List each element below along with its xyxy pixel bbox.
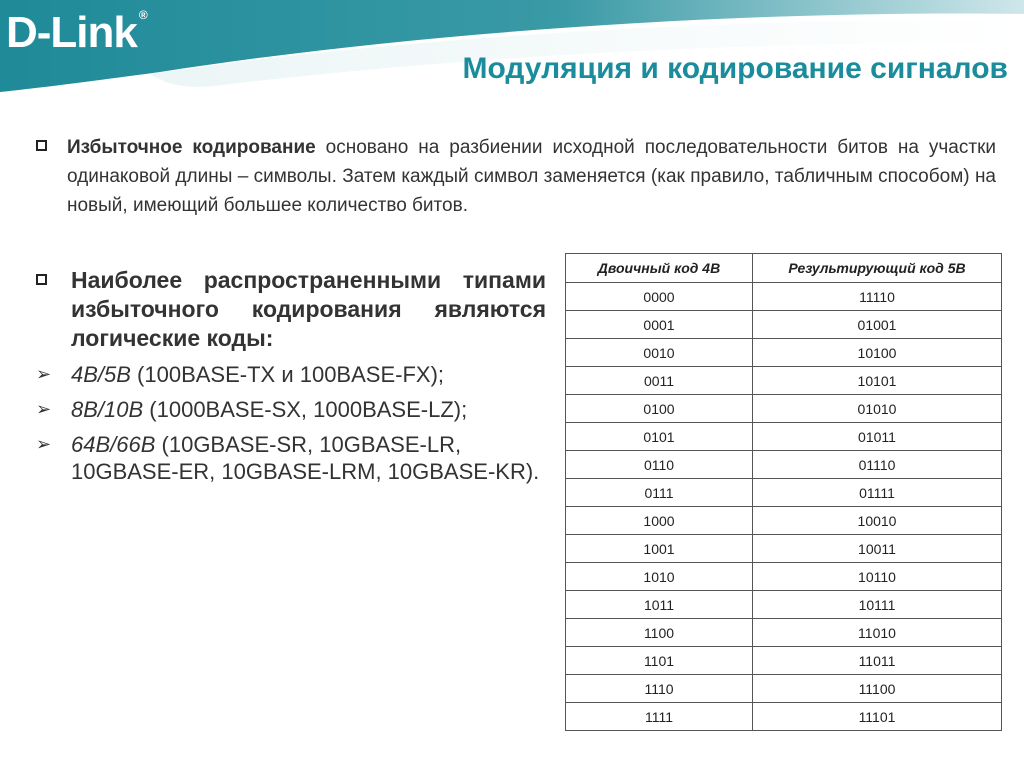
table-row — [566, 675, 1002, 703]
code-standards: (100BASE-TX и 100BASE-FX); — [130, 362, 445, 387]
cell-4b-code: 1010 — [566, 563, 753, 591]
paragraph-common-types-text: Наиболее распространенными типами избыточного кодирования являются логические коды: — [71, 267, 546, 351]
cell-5b-code: 10110 — [753, 563, 1002, 591]
cell-5b-code: 11110 — [753, 283, 1002, 311]
cell-5b-code: 10100 — [753, 339, 1002, 367]
checkbox-bullet-icon — [36, 274, 47, 285]
cell-4b-code: 1111 — [566, 703, 753, 731]
cell-5b-code: 10011 — [753, 535, 1002, 563]
cell-5b-code: 11010 — [753, 619, 1002, 647]
paragraph-common-types — [36, 266, 546, 353]
cell-4b-code: 1000 — [566, 507, 753, 535]
term-bold: Избыточное кодирование — [67, 137, 316, 158]
table-row — [566, 283, 1002, 311]
cell-5b-code: 01110 — [753, 451, 1002, 479]
cell-4b-code: 0111 — [566, 479, 753, 507]
cell-5b-code: 10101 — [753, 367, 1002, 395]
checkbox-bullet-icon — [36, 140, 47, 151]
cell-5b-code: 11100 — [753, 675, 1002, 703]
table-row — [566, 619, 1002, 647]
table-header-row — [566, 254, 1002, 283]
paragraph-rest: основано на разбиении исходной последовательности битов на участки одинаковой длины – символы. Затем каждый символ заменяется (как правило, табличным способом) на новый, имеющий большее количество битов. — [67, 137, 996, 216]
arrow-bullet-icon: ➢ — [36, 364, 52, 384]
paragraph-text — [67, 133, 996, 220]
cell-4b-code: 1011 — [566, 591, 753, 619]
table-row — [566, 367, 1002, 395]
cell-5b-code: 01011 — [753, 423, 1002, 451]
slide-title: Модуляция и кодирование сигналов — [462, 52, 1008, 85]
cell-5b-code: 10111 — [753, 591, 1002, 619]
table-row — [566, 591, 1002, 619]
cell-5b-code: 01010 — [753, 395, 1002, 423]
arrow-bullet-icon: ➢ — [36, 399, 52, 419]
cell-4b-code: 0011 — [566, 367, 753, 395]
table-row — [566, 507, 1002, 535]
code-standards: (1000BASE-SX, 1000BASE-LZ); — [143, 397, 468, 422]
cell-4b-code: 1100 — [566, 619, 753, 647]
cell-4b-code: 1001 — [566, 535, 753, 563]
cell-4b-code: 0101 — [566, 423, 753, 451]
table-row — [566, 395, 1002, 423]
cell-5b-code: 10010 — [753, 507, 1002, 535]
table-row — [566, 451, 1002, 479]
cell-4b-code: 0010 — [566, 339, 753, 367]
cell-4b-code: 1101 — [566, 647, 753, 675]
cell-4b-code: 1110 — [566, 675, 753, 703]
cell-4b-code: 0000 — [566, 283, 753, 311]
code-name: 64B/66B — [71, 432, 156, 457]
cell-4b-code: 0001 — [566, 311, 753, 339]
arrow-bullet-icon: ➢ — [36, 434, 52, 454]
cell-5b-code: 11011 — [753, 647, 1002, 675]
paragraph-redundant-coding — [36, 133, 996, 220]
table-row — [566, 703, 1002, 731]
cell-5b-code: 11101 — [753, 703, 1002, 731]
column-header-5b: Результирующий код 5B — [753, 254, 1002, 283]
code-name: 4B/5B — [71, 362, 131, 387]
table-row — [566, 339, 1002, 367]
table-row — [566, 563, 1002, 591]
cell-4b-code: 0100 — [566, 395, 753, 423]
list-item — [36, 396, 546, 423]
cell-5b-code: 01001 — [753, 311, 1002, 339]
table-row — [566, 423, 1002, 451]
cell-4b-code: 0110 — [566, 451, 753, 479]
dlink-logo: D-Link ® — [6, 8, 147, 57]
table-row — [566, 479, 1002, 507]
code-name: 8B/10B — [71, 397, 144, 422]
list-item — [36, 431, 546, 485]
cell-5b-code: 01111 — [753, 479, 1002, 507]
code-table-4b5b — [565, 253, 1002, 731]
list-item — [36, 361, 546, 388]
code-standards: (10GBASE-SR, 10GBASE-LR, 10GBASE-ER, 10GBASE-LRM, 10GBASE-KR). — [71, 432, 540, 484]
column-header-4b: Двоичный код 4B — [566, 254, 753, 283]
table-row — [566, 535, 1002, 563]
table-row — [566, 647, 1002, 675]
table-row — [566, 311, 1002, 339]
logical-codes-block — [36, 266, 546, 485]
